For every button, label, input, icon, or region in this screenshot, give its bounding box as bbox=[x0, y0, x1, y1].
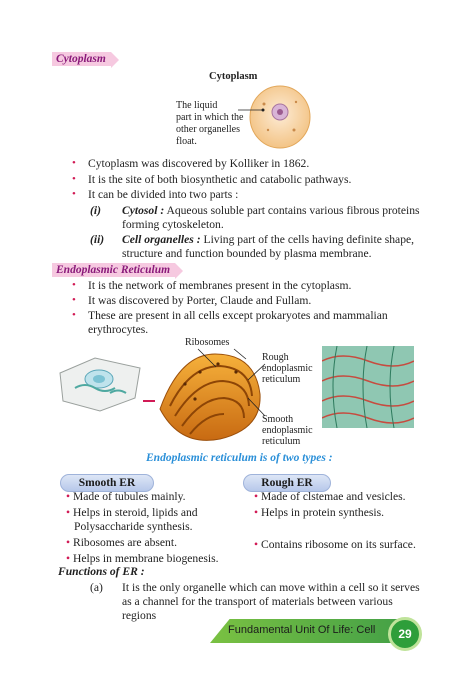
er-point-1: It is the network of membranes present in the cytoplasm. bbox=[88, 279, 352, 292]
cytoplasm-heading: Cytoplasm bbox=[52, 52, 111, 66]
sub-point-num-2: (ii) bbox=[90, 233, 105, 246]
smooth-er-title: Smooth ER bbox=[60, 474, 154, 492]
sub-point-term: Cell organelles : bbox=[122, 233, 201, 246]
label-line: Rough bbox=[262, 352, 289, 363]
bullet: • bbox=[72, 157, 76, 169]
er-micrograph bbox=[322, 346, 414, 428]
bullet: • bbox=[72, 173, 76, 185]
pointer-line bbox=[238, 106, 266, 114]
smooth-er-list bbox=[66, 490, 246, 566]
bullet: • bbox=[72, 294, 76, 306]
types-caption: Endoplasmic reticulum is of two types : bbox=[146, 452, 333, 464]
list-item: • Helps in steroid, lipids and Polysaccharide synthesis. bbox=[66, 506, 198, 533]
cytoplasm-cell-illustration bbox=[244, 84, 314, 150]
bullet: • bbox=[72, 309, 76, 321]
cytoplasm-point-3: It can be divided into two parts : bbox=[88, 188, 239, 201]
sub-point-1 bbox=[122, 204, 422, 232]
label-line: endoplasmic bbox=[262, 425, 313, 436]
cytoplasm-point-1: Cytoplasm was discovered by Kolliker in 1862. bbox=[88, 157, 310, 170]
er-pointer-lines bbox=[240, 360, 270, 420]
label-line: reticulum bbox=[262, 436, 301, 447]
page-number: 29 bbox=[388, 617, 422, 651]
rough-er-title: Rough ER bbox=[243, 474, 331, 492]
function-line: It is the only organelle which can move within a cell so it serves bbox=[122, 581, 420, 594]
ribosomes-label: Ribosomes bbox=[185, 337, 230, 348]
list-item: • Helps in protein synthesis. bbox=[254, 506, 384, 519]
sub-point-text: Aqueous soluble part contains various fibrous proteins bbox=[166, 204, 420, 217]
functions-heading: Functions of ER : bbox=[58, 565, 145, 578]
cytoplasm-figure-title: Cytoplasm bbox=[209, 71, 258, 82]
rough-er-list bbox=[254, 490, 434, 552]
function-a-text bbox=[122, 581, 427, 623]
sub-point-text: Living part of the cells having definite shape, bbox=[203, 233, 415, 246]
bullet: • bbox=[72, 188, 76, 200]
sub-point-text: forming cytoskeleton. bbox=[122, 218, 224, 231]
footer-title: Fundamental Unit Of Life: Cell bbox=[228, 624, 376, 636]
er-point-3 bbox=[88, 309, 423, 337]
function-line: as a channel for the transport of materials between various regions bbox=[122, 595, 393, 622]
er-point-2: It was discovered by Porter, Claude and Fullam. bbox=[88, 294, 312, 307]
bullet: • bbox=[72, 279, 76, 291]
label-line: part in which the bbox=[176, 112, 244, 123]
sub-point-text: structure and function bounded by plasma membrane. bbox=[122, 247, 372, 260]
list-item: • Helps in membrane biogenesis. bbox=[66, 552, 219, 565]
label-line: other organelles bbox=[176, 124, 240, 135]
er-point-3-line: These are present in all cells except prokaryotes and mammalian bbox=[88, 309, 388, 322]
cytoplasm-figure-label bbox=[176, 100, 243, 148]
label-line: Smooth bbox=[262, 414, 294, 425]
sub-point-num-1: (i) bbox=[90, 204, 101, 217]
cytoplasm-point-2: It is the site of both biosynthetic and catabolic pathways. bbox=[88, 173, 352, 186]
cell-with-er-illustration bbox=[55, 353, 145, 413]
label-line: endoplasmic bbox=[262, 363, 313, 374]
er-heading: Endoplasmic Reticulum bbox=[52, 263, 175, 277]
label-line: float. bbox=[176, 136, 197, 147]
function-a-num: (a) bbox=[90, 581, 103, 594]
list-item: • Made of clstemae and vesicles. bbox=[254, 490, 406, 503]
er-point-3-line: erythrocytes. bbox=[88, 323, 149, 336]
sub-point-term: Cytosol : bbox=[122, 204, 165, 217]
list-item: • Ribosomes are absent. bbox=[66, 536, 177, 549]
list-item: • Contains ribosome on its surface. bbox=[254, 538, 416, 551]
sub-point-2 bbox=[122, 233, 427, 261]
label-line: reticulum bbox=[262, 374, 301, 385]
list-item: • Made of tubules mainly. bbox=[66, 490, 186, 503]
label-line: The liquid bbox=[176, 100, 218, 111]
